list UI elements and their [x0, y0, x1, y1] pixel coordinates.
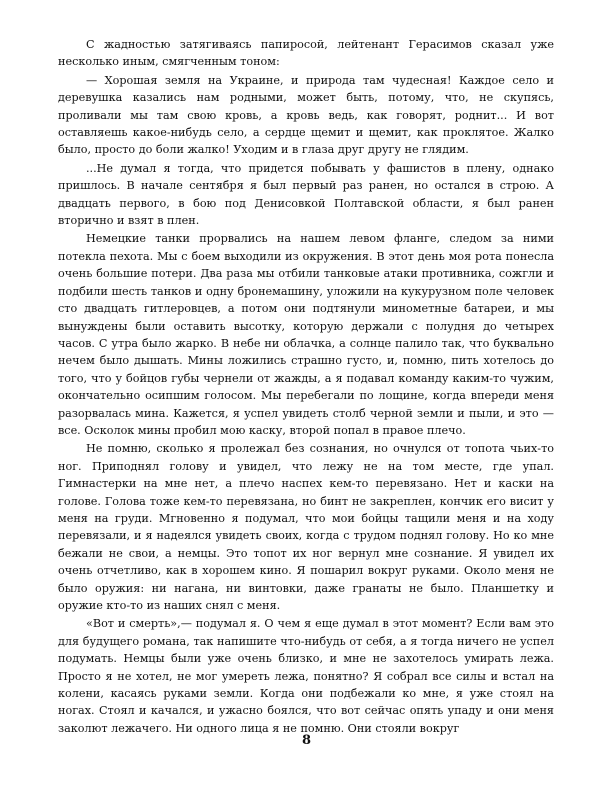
paragraph-2: — Хорошая земля на Украине, и природа там чудесная! Каждое село и деревушка казались нам родными, может быть, потому, что, не скупясь, проливали мы там свою кровь, а кровь ведь, как говорят, роднит... И вот оставляешь какое-нибудь село, а сердце щемит и щемит, как проклятое. Жалко было, просто до боли жалко! Уходим и в глаза друг другу не глядим.	[58, 73, 554, 157]
paragraph-4: Немецкие танки прорвались на нашем левом фланге, следом за ними потекла пехота. Мы с боем выходили из окружения. В этот день моя рота понесла очень большие потери. Два раза мы отбили танковые атаки противника, сожгли и подбили шесть танков и одну бронемашину, уложили на кукурузном поле человек сто двадцать гитлеровцев, а потом они подтянули минометные батареи, и мы вынуждены были оставить высотку, которую держали с полудня до четырех часов. С утра было жарко. В небе ни облачка, а солнце палило так, что буквально нечем было дышать. Мины ложились страшно густо, и, помню, пить хотелось до того, что у бойцов губы чернели от жажды, а я подавал команду каким-то чужим, окончательно осипшим голосом. Мы перебегали по лощине, когда впереди меня разорвалась мина. Кажется, я успел увидеть столб черной земли и пыли, и это — все. Осколок мины пробил мою каску, второй попал в правое плечо.	[58, 232, 554, 437]
paragraph-1: С жадностью затягиваясь папиросой, лейтенант Герасимов сказал уже несколько иным, смягченным тоном:	[58, 38, 554, 69]
paragraph-5: Не помню, сколько я пролежал без сознания, но очнулся от топота чьих-то ног. Приподнял голову и увидел, что лежу не на том месте, где упал. Гимнастерки на мне нет, а плечо наспех кем-то перевязано. Нет и каски на голове. Голова тоже кем-то перевязана, но бинт не закреплен, кончик его висит у меня на груди. Мгновенно я подумал, что мои бойцы тащили меня и на ходу перевязали, и я надеялся увидеть своих, когда с трудом поднял голову. Но ко мне бежали не свои, а немцы. Это топот их ног вернул мне сознание. Я увидел их очень отчетливо, как в хорошем кино. Я пошарил вокруг руками. Около меня не было оружия: ни нагана, ни винтовки, даже гранаты не было. Планшетку и оружие кто-то из наших снял с меня.	[58, 442, 554, 612]
paragraph-3: ...Не думал я тогда, что придется побывать у фашистов в плену, однако пришлось. В начале сентября я был первый раз ранен, но остался в строю. А двадцать первого, в бою под Денисовкой Полтавской области, я был ранен вторично и взят в плен.	[58, 161, 554, 228]
page-number: 8	[301, 733, 312, 748]
paragraph-6: «Вот и смерть»,— подумал я. О чем я еще думал в этот момент? Если вам это для будущего романа, так напишите что-нибудь от себя, а я тогда ничего не успел подумать. Немцы были уже очень близко, и мне не захотелось умирать лежа. Просто я не хотел, не мог умереть лежа, понятно? Я собрал все силы и встал на колени, касаясь руками земли. Когда они подбежали ко мне, я уже стоял на ногах. Стоял и качался, и ужасно боялся, что вот сейчас опять упаду и они меня заколют лежачего. Ни одного лица я не помню. Они стояли вокруг	[58, 617, 554, 735]
page-body	[58, 36, 554, 737]
